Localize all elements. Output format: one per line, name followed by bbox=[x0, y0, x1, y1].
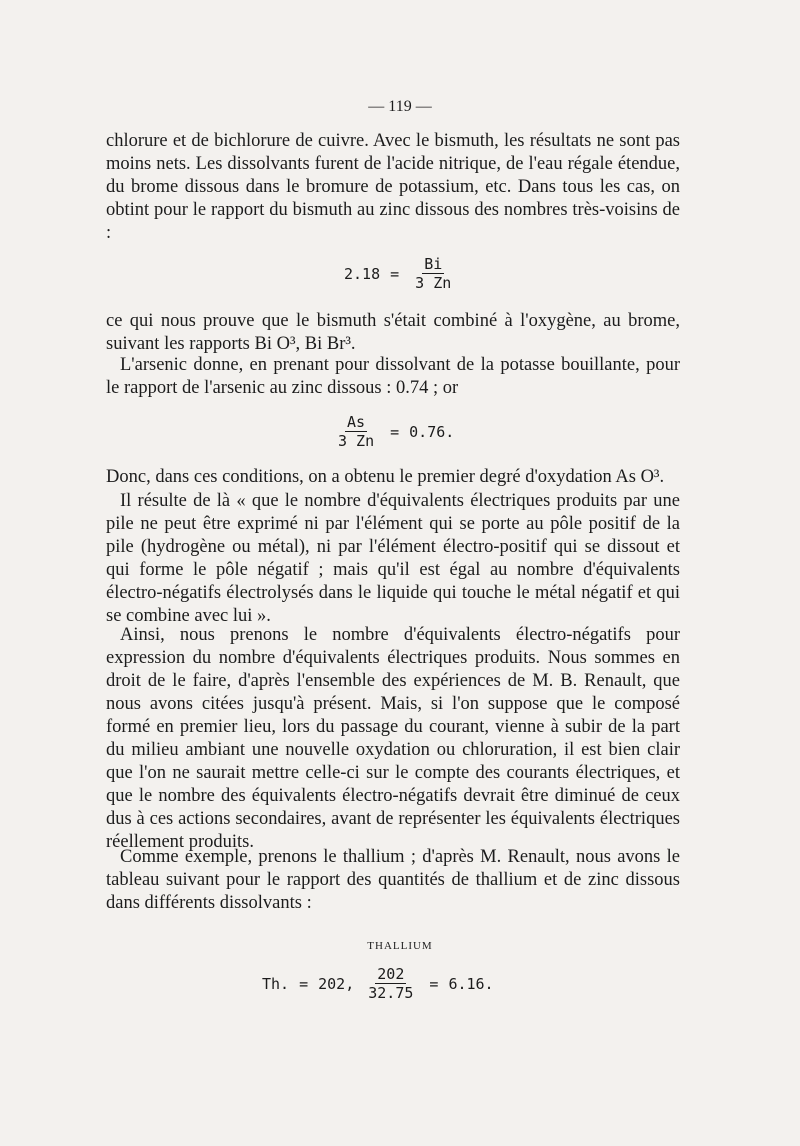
formula-rhs: 6.16. bbox=[448, 974, 494, 993]
formula-lhs: 2.18 bbox=[344, 264, 381, 283]
formula-value: 202, bbox=[318, 974, 355, 993]
paragraph-2: ce qui nous prouve que le bismuth s'était combiné à l'oxygène, au brome, suivant les rapports Bi O³, Bi Br³. bbox=[106, 311, 680, 354]
fraction-denominator: 3 Zn bbox=[338, 432, 375, 450]
paragraph-4: Donc, dans ces conditions, on a obtenu le premier degré d'oxydation As O³. bbox=[106, 467, 665, 487]
fraction-numerator: Bi bbox=[424, 255, 443, 273]
formula-rhs: 0.76. bbox=[409, 422, 455, 441]
formula-lhs: Th. bbox=[262, 974, 290, 993]
formula-equals: = bbox=[390, 422, 400, 441]
fraction-denominator: 32.75 bbox=[368, 984, 414, 1002]
page-number: — 119 — bbox=[368, 98, 432, 115]
formula-thallium bbox=[262, 966, 494, 1001]
formula-equals: = bbox=[299, 974, 309, 993]
fraction bbox=[415, 256, 451, 291]
fraction bbox=[338, 414, 374, 449]
paragraph-6: Ainsi, nous prenons le nombre d'équivalents électro-négatifs pour expression du nombre d'équivalents électriques produits. Nous sommes en droit de le faire, d'après l'ensemble des expériences de M. B. Renault, que nous avons citées jusqu'à présent. Mais, si l'on suppose que le composé formé en premier lieu, lors du passage du courant, vienne à subir de la part du milieu ambiant une nouvelle oxydation ou chloruration, il est bien clair que l'on ne saurait mettre celle-ci sur le compte des courants électriques, et que le nombre des équivalents électro-négatifs devrait être diminué de ceux dus à ces actions secondaires, avant de représenter les équivalents électriques réellement produits. bbox=[106, 625, 680, 852]
paragraph-7: Comme exemple, prenons le thallium ; d'après M. Renault, nous avons le tableau suivant pour le rapport des quantités de thallium et de zinc dissous dans différents dissolvants : bbox=[106, 847, 680, 913]
formula-arsenic bbox=[332, 414, 454, 449]
paragraph-3: L'arsenic donne, en prenant pour dissolvant de la potasse bouillante, pour le rapport de l'arsenic au zinc dissous : 0.74 ; or bbox=[106, 355, 680, 398]
fraction bbox=[368, 966, 413, 1001]
paragraph-5: Il résulte de là « que le nombre d'équivalents électriques produits par une pile ne peut être exprimé ni par l'élément qui se porte au pôle positif de la pile (hydrogène ou métal), ni par l'élément électro-positif qui se dissout et qui forme le pôle négatif ; mais qu'il est égal au nombre d'équivalents électro-négatifs électrolysés dans le liquide qui touche le métal négatif et qui se combine avec lui ». bbox=[106, 491, 680, 626]
fraction-denominator: 3 Zn bbox=[415, 274, 452, 292]
fraction-numerator: 202 bbox=[377, 965, 405, 983]
formula-equals: = bbox=[429, 974, 439, 993]
fraction-numerator: As bbox=[347, 413, 366, 431]
paragraph-1: chlorure et de bichlorure de cuivre. Avec le bismuth, les résultats ne sont pas moins nets. Les dissolvants furent de l'acide nitrique, de l'eau régale étendue, du brome dissous dans le bromure de potassium, etc. Dans tous les cas, on obtint pour le rapport du bismuth au zinc dissous des nombres très-voisins de : bbox=[106, 131, 680, 243]
table-caption: THALLIUM bbox=[367, 940, 433, 952]
formula-bismuth bbox=[344, 256, 457, 291]
formula-equals: = bbox=[390, 264, 400, 283]
